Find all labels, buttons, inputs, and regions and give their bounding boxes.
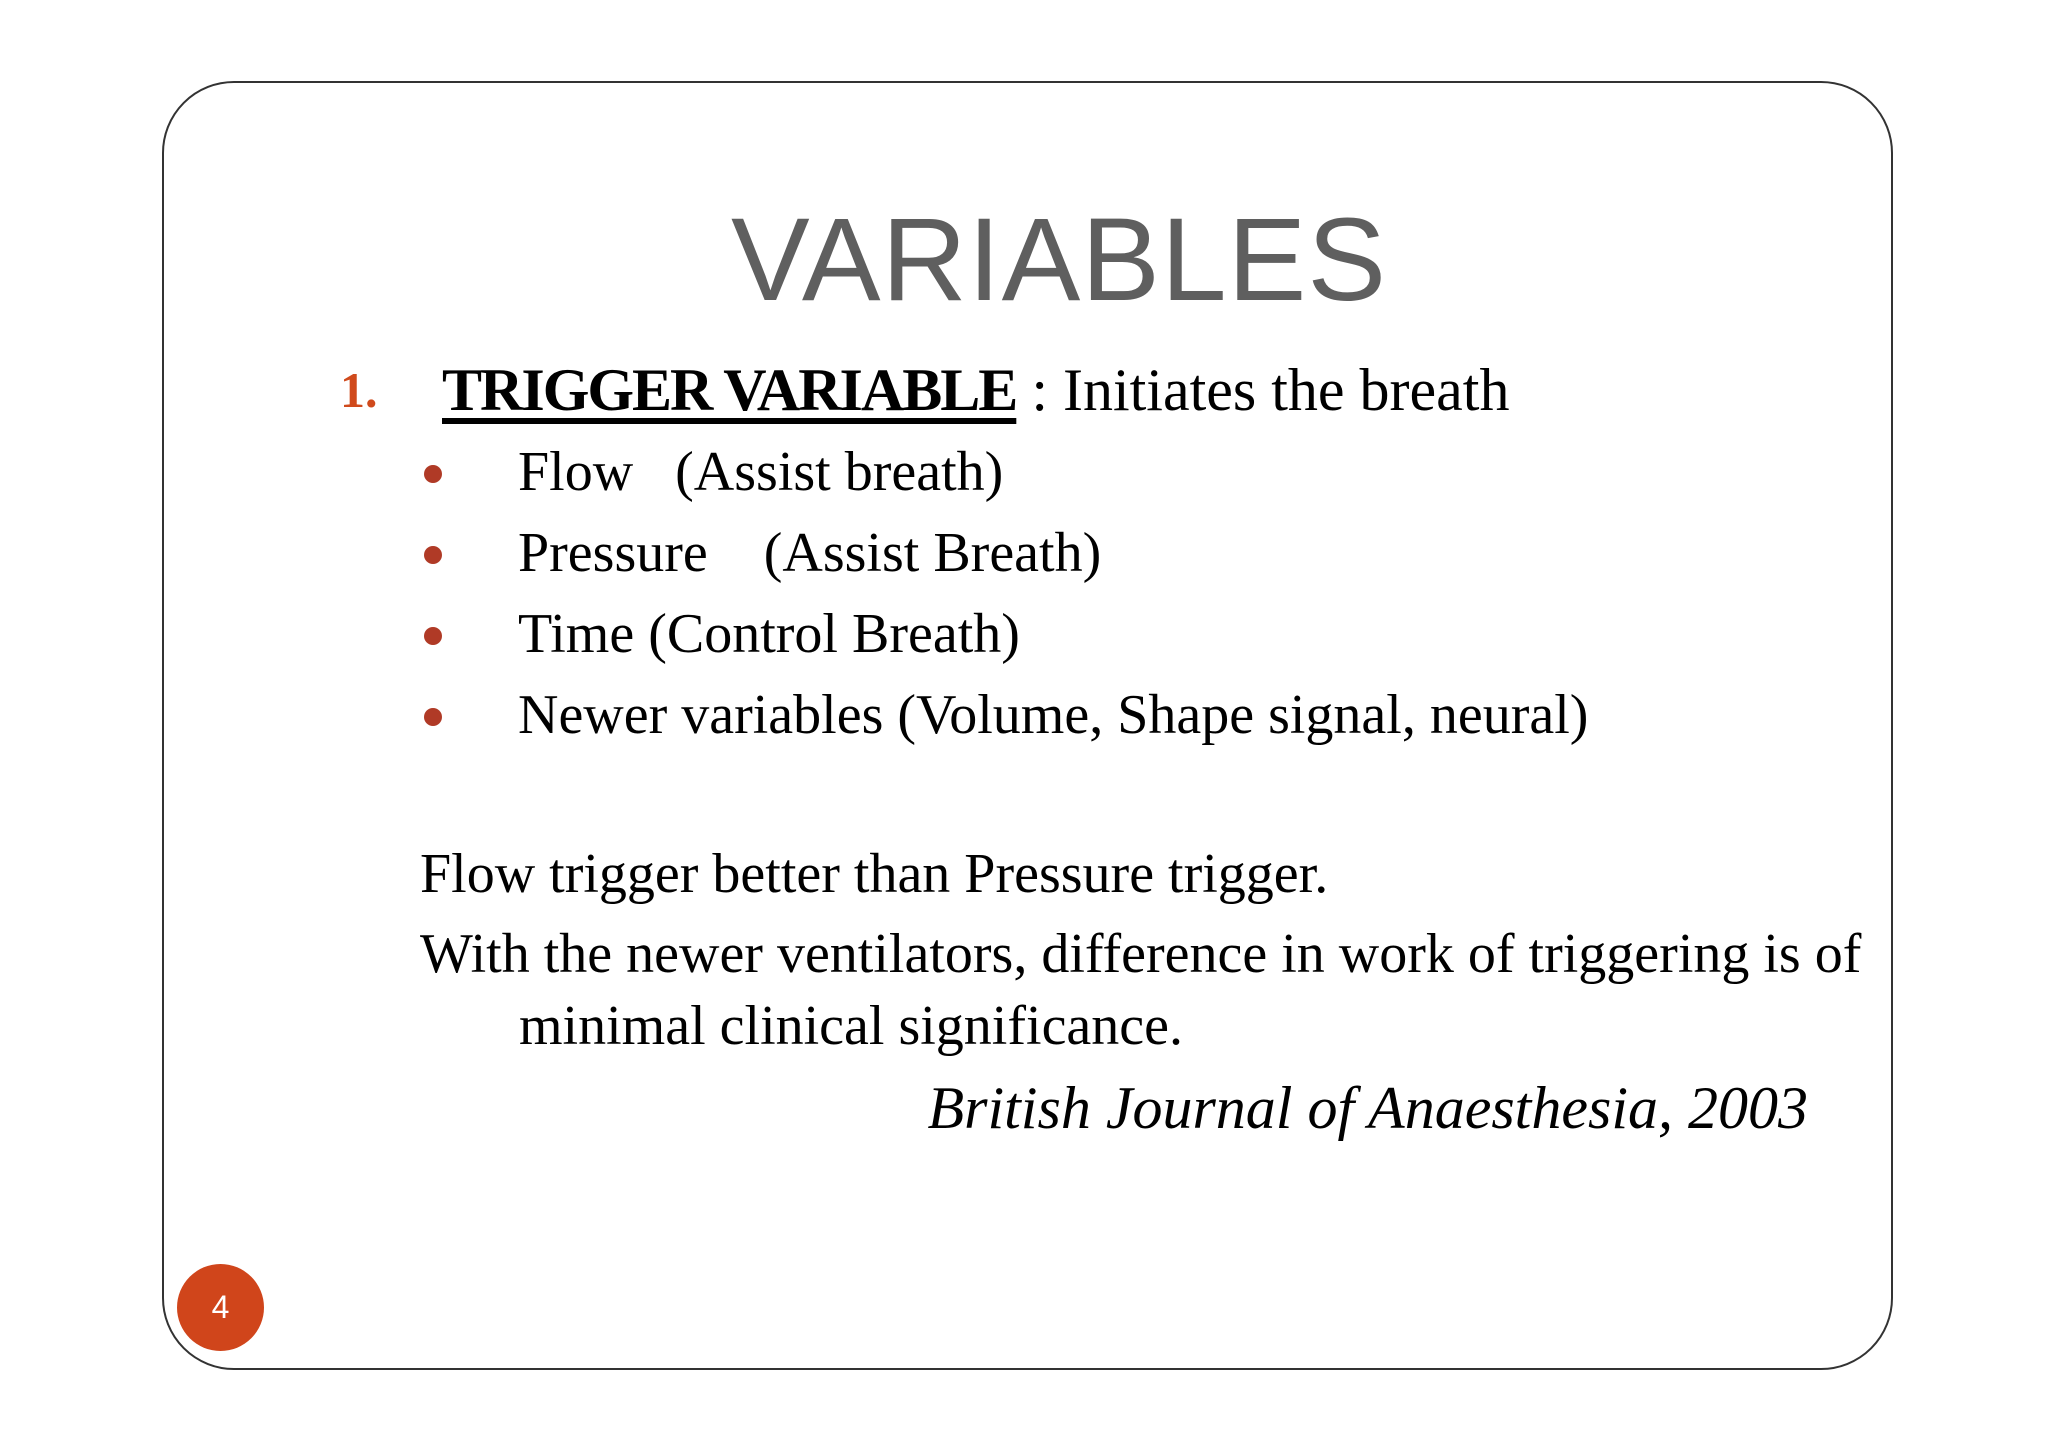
- bullet-text: Newer variables (Volume, Shape signal, neural): [518, 684, 1589, 746]
- note-line-2-continuation: minimal clinical significance.: [519, 995, 1183, 1057]
- bullet-icon: [424, 546, 442, 564]
- section-description: Initiates the breath: [1062, 357, 1510, 423]
- citation: British Journal of Anaesthesia, 2003: [927, 1075, 1808, 1141]
- bullet-text: Time (Control Breath): [518, 603, 1020, 665]
- section-heading-text: [442, 352, 1509, 428]
- bullet-icon: [424, 708, 442, 726]
- section-term: TRIGGER VARIABLE: [442, 357, 1017, 423]
- bullet-icon: [424, 465, 442, 483]
- slide-title: VARIABLES: [730, 194, 1388, 326]
- page-number-badge: 4: [177, 1264, 264, 1351]
- section-number: 1.: [340, 362, 378, 418]
- section-separator: :: [1016, 357, 1063, 423]
- note-line-2: With the newer ventilators, difference in work of triggering is of: [420, 923, 1862, 985]
- note-line-1: Flow trigger better than Pressure trigger.: [420, 843, 1329, 905]
- bullet-icon: [424, 627, 442, 645]
- bullet-text: Pressure (Assist Breath): [518, 522, 1102, 584]
- bullet-text: Flow (Assist breath): [518, 441, 1004, 503]
